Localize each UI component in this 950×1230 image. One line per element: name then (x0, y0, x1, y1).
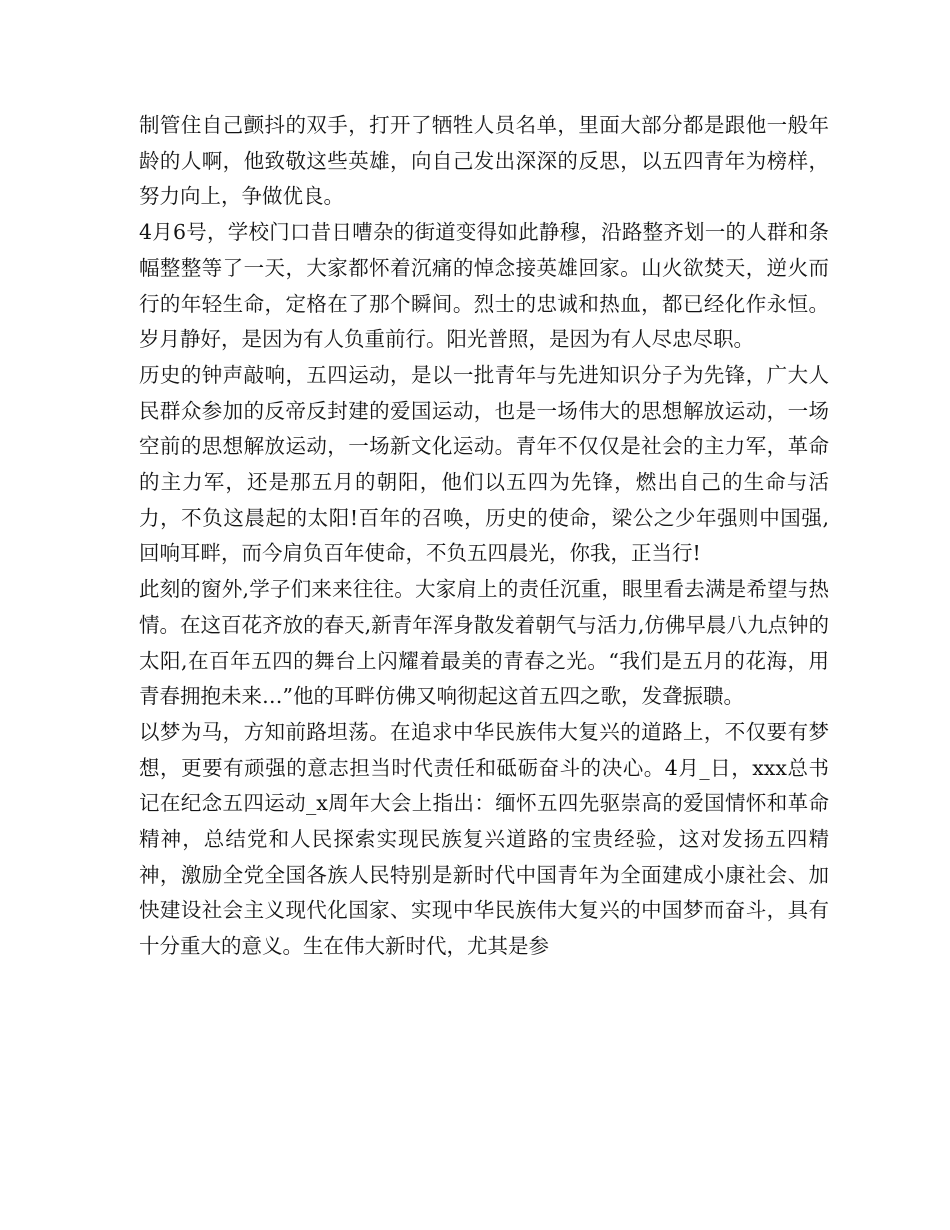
paragraph-3: 历史的钟声敲响，五四运动，是以一批青年与先进知识分子为先锋，广大人民群众参加的反帝反封建的爱国运动，也是一场伟大的思想解放运动，一场空前的思想解放运动，一场新文化运动。青年不仅仅是社会的主力军，革命的主力军，还是那五月的朝阳，他们以五四为先锋，燃出自己的生命与活力，不负这晨起的太阳!百年的召唤，历史的使命，梁公之少年强则中国强,回响耳畔，而今肩负百年使命，不负五四晨光，你我，正当行! (139, 362, 829, 566)
paragraph-5: 以梦为马，方知前路坦荡。在追求中华民族伟大复兴的道路上，不仅要有梦想，更要有顽强的意志担当时代责任和砥砺奋斗的决心。4月_日，xxx总书记在纪念五四运动_x周年大会上指出：缅怀五四先驱崇高的爱国情怀和革命精神，总结党和人民探索实现民族复兴道路的宝贵经验，这对发扬五四精神，激励全党全国各族人民特别是新时代中国青年为全面建成小康社会、加快建设社会主义现代化国家、实现中华民族伟大复兴的中国梦而奋斗，具有十分重大的意义。生在伟大新时代，尤其是参 (139, 719, 829, 959)
paragraph-2: 4月6号，学校门口昔日嘈杂的街道变得如此静穆，沿路整齐划一的人群和条幅整整等了一天，大家都怀着沉痛的悼念接英雄回家。山火欲焚天，逆火而行的年轻生命，定格在了那个瞬间。烈士的忠诚和热血，都已经化作永恒。岁月静好，是因为有人负重前行。阳光普照，是因为有人尽忠尽职。 (139, 220, 829, 352)
paragraph-4: 此刻的窗外,学子们来来往往。大家肩上的责任沉重，眼里看去满是希望与热情。在这百花齐放的春天,新青年浑身散发着朝气与活力,仿佛早晨八九点钟的太阳,在百年五四的舞台上闪耀着最美的青春之光。“我们是五月的花海，用青春拥抱未来…”他的耳畔仿佛又响彻起这首五四之歌，发聋振聩。 (139, 577, 829, 709)
paragraph-1: 制管住自己颤抖的双手，打开了牺牲人员名单，里面大部分都是跟他一般年龄的人啊，他致敬这些英雄，向自己发出深深的反思，以五四青年为榜样，努力向上，争做优良。 (139, 113, 829, 209)
document-body (139, 108, 829, 965)
